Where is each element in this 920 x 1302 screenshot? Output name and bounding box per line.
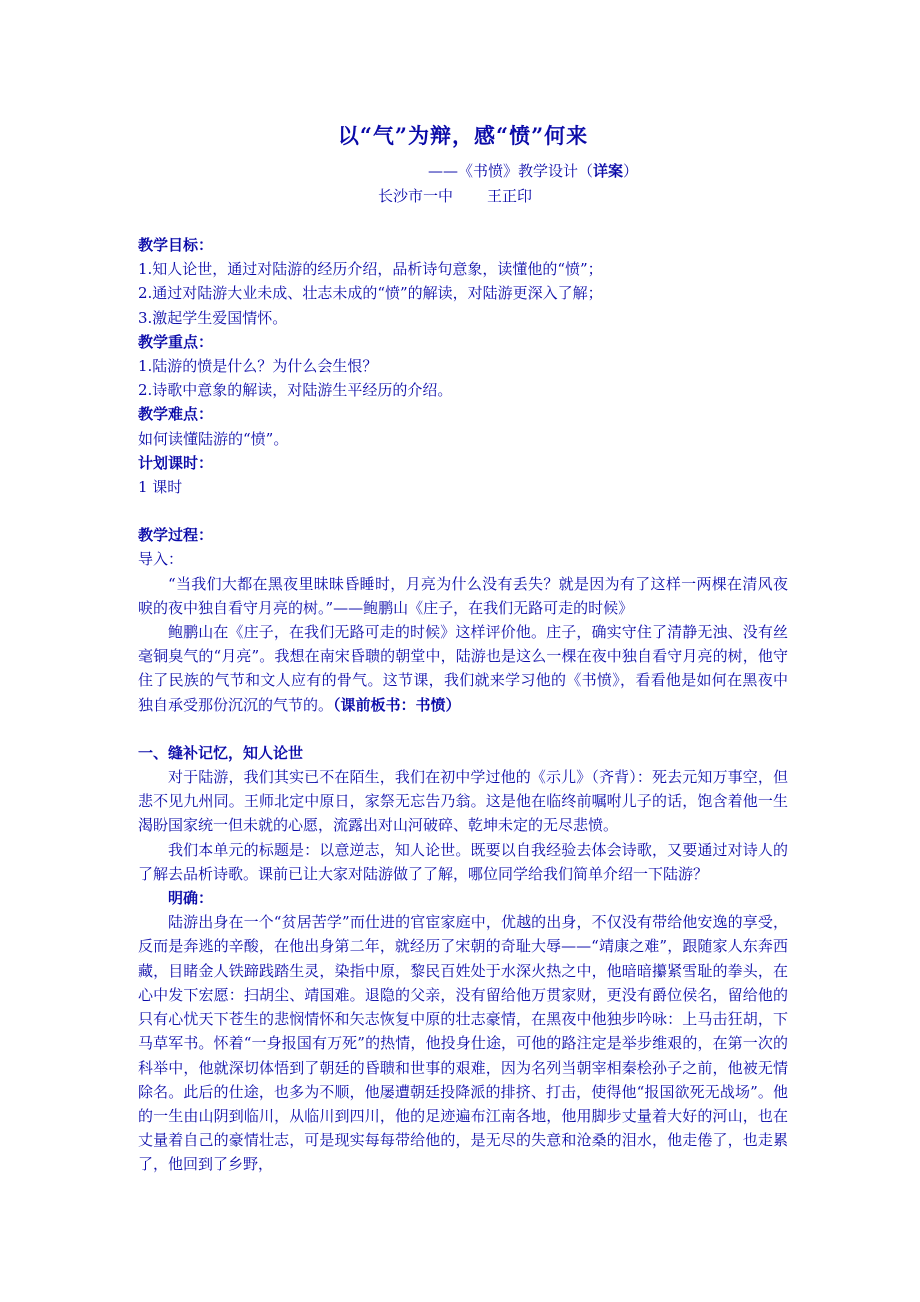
- process-heading: 教学过程：: [138, 526, 214, 545]
- goal-item: 2.通过对陆游大业未成、壮志未成的“愤”的解读，对陆游更深入了解；: [138, 284, 603, 303]
- intro-text: 鲍鹏山在《庄子，在我们无路可走的时候》这样评价他。庄子，确实守住了清静无浊、没有丝毫铜臭气的“月亮”。我想在南宋昏聩的朝堂中，陆游也是这么一棵在夜中独自看守月亮的树，他守住了民族的气节和文人应有的骨气。这节课，我们就来学习他的《书愤》，看看他是如何在黑夜中独自承受那份沉沉的气节的。: [138, 623, 788, 714]
- hours-text: 1 课时: [138, 478, 183, 497]
- goals-heading: 教学目标：: [138, 236, 214, 254]
- section1-heading: 一、缝补记忆，知人论世: [138, 743, 304, 762]
- key-point-item: 1.陆游的愤是什么？为什么会生恨？: [138, 357, 378, 376]
- intro-paragraph: [138, 620, 788, 717]
- clarify-label: 明确：: [168, 889, 214, 908]
- section1-paragraph: 我们本单元的标题是：以意逆志，知人论世。既要以自我经验去体会诗歌，又要通过对诗人的了解去品析诗歌。课前已让大家对陆游做了了解，哪位同学给我们简单介绍一下陆游？: [138, 840, 788, 883]
- goal-item: 3.激起学生爱国情怀。: [138, 308, 288, 327]
- intro-board-note: （课前板书：书愤）: [333, 695, 461, 714]
- subtitle-prefix: ——《书愤》教学设计（: [428, 162, 594, 180]
- section1-paragraph: 对于陆游，我们其实已不在陌生，我们在初中学过他的《示儿》（齐背）：死去元知万事空，但悲不见九州同。王师北定中原日，家祭无忘告乃翁。这是他在临终前嘱咐儿子的话，饱含着他一生渴盼国家统一但未就的心愿，流露出对山河破碎、乾坤未定的无尽悲愤。: [138, 768, 788, 835]
- hours-heading: 计划课时：: [138, 453, 214, 472]
- difficulty-text: 如何读懂陆游的“愤”。: [138, 429, 289, 448]
- difficulty-heading: 教学难点：: [138, 405, 214, 424]
- subtitle-bold: 详案: [593, 162, 624, 180]
- goal-item: 1.知人论世，通过对陆游的经历介绍，品析诗句意象，读懂他的“愤”；: [138, 260, 603, 279]
- intro-label: 导入：: [138, 550, 184, 569]
- document-subtitle: [428, 160, 638, 181]
- author-line: [378, 185, 532, 206]
- author-school: 长沙市一中: [378, 187, 454, 205]
- key-point-item: 2.诗歌中意象的解读，对陆游生平经历的介绍。: [138, 381, 453, 400]
- key-points-heading: 教学重点：: [138, 332, 214, 351]
- document-title: 以“气”为辩，感“愤”何来: [337, 123, 589, 148]
- subtitle-suffix: ）: [623, 162, 639, 180]
- section1-paragraph: 陆游出身在一个“贫居苦学”而仕进的官宦家庭中，优越的出身，不仅没有带给他安逸的享受，反而是奔逃的辛酸，在他出身第二年，就经历了宋朝的奇耻大辱——“靖康之难”，跟随家人东奔西藏，目睹金人铁蹄践踏生灵，染指中原，黎民百姓处于水深火热之中，他暗暗攥紧雪耻的拳头，在心中发下宏愿：扫胡尘、靖国难。退隐的父亲，没有留给他万贯家财，更没有爵位侯名，留给他的只有心忧天下苍生的悲悯情怀和矢志恢复中原的壮志豪情，在黑夜中他独步吟咏：上马击狂胡，下马草军书。怀着“一身报国有万死”的热情，他投身仕途，可他的路注定是举步维艰的，在第一次的科举中，他就深切体悟到了朝廷的昏聩和世事的艰难，因为名列当朝宰相秦桧孙子之前，他被无情除名。此后的仕途，也多为不顺，他屡遭朝廷投降派的排挤、打击，使得他“报国欲死无战场”。他的一生由山阴到临川，从临川到四川，他的足迹遍布江南各地，他用脚步丈量着大好的河山，也在丈量着自己的豪情壮志，可是现实每每带给他的，是无尽的失意和沧桑的泪水，他走倦了，也走累了，他回到了乡野，: [138, 913, 788, 1174]
- document-body: [138, 233, 788, 1177]
- intro-quote: “当我们大都在黑夜里昧昧昏睡时，月亮为什么没有丢失？就是因为有了这样一两棵在清风夜唳的夜中独自看守月亮的树。”——鲍鹏山《庄子，在我们无路可走的时候》: [138, 574, 788, 617]
- author-name: 王正印: [487, 187, 533, 205]
